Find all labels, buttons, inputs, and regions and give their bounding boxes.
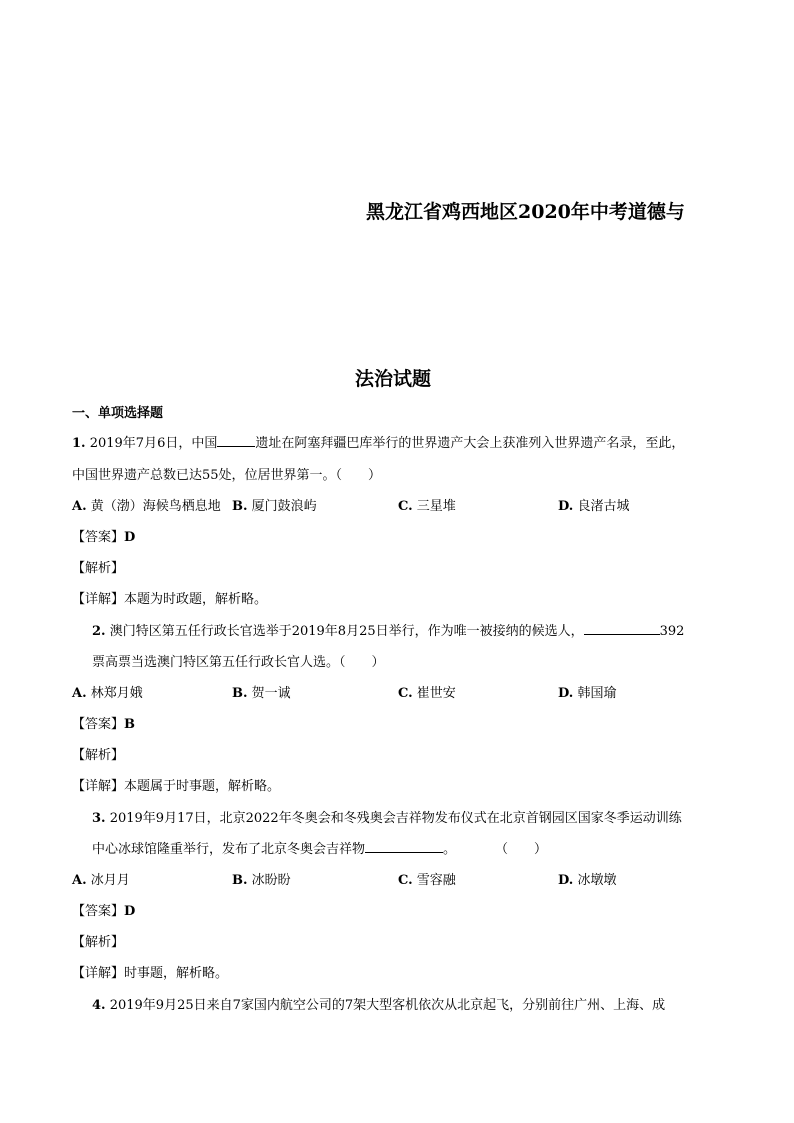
option-b: B. 冰盼盼 <box>232 873 291 888</box>
answer-line: 【答案】D <box>72 904 136 919</box>
option-d: D. 韩国瑜 <box>558 686 617 701</box>
question-1-line2: 中国世界遗产总数已达55处，位居世界第一。（ ） <box>72 468 382 483</box>
option-d: D. 良渚古城 <box>558 499 630 514</box>
question-number: 4. <box>92 998 106 1013</box>
question-text: 澳门特区第五任行政长官选举于2019年8月25日举行，作为唯一被接纳的候选人， <box>105 624 584 639</box>
option-a: A. 林郑月娥 <box>72 686 143 701</box>
question-1-line1 <box>72 432 684 451</box>
question-text: 2019年9月25日来自7家国内航空公司的7架大型客机依次从北京起飞，分别前往广州、上海、成 <box>105 998 666 1013</box>
question-number: 2. <box>92 624 106 639</box>
question-3-line2: 中心冰球馆隆重举行，发布了北京冬奥会吉祥物 。 （ ） <box>92 842 548 857</box>
option-a: A. 冰月月 <box>72 873 130 888</box>
option-b: B. 贺一诚 <box>232 686 291 701</box>
answer-blank <box>217 434 255 447</box>
detail-line: 【详解】本题属于时事题，解析略。 <box>72 779 281 794</box>
question-4-line1 <box>92 994 665 1013</box>
analysis-label: 【解析】 <box>72 935 125 950</box>
answer-blank <box>365 840 443 853</box>
option-d: D. 冰墩墩 <box>558 873 617 888</box>
option-c: C. 雪容融 <box>398 873 456 888</box>
question-3-line1 <box>92 807 682 826</box>
detail-line: 【详解】本题为时政题，解析略。 <box>72 592 268 607</box>
question-text: 遗址在阿塞拜疆巴库举行的世界遗产大会上获准列入世界遗产名录，至此， <box>255 436 685 451</box>
option-a: A. 黄（渤）海候鸟栖息地 <box>72 499 221 514</box>
option-b: B. 厦门鼓浪屿 <box>232 499 317 514</box>
answer-blank <box>584 622 660 635</box>
option-c: C. 三星堆 <box>398 499 456 514</box>
section-heading: 一、单项选择题 <box>72 406 164 421</box>
option-c: C. 崔世安 <box>398 686 456 701</box>
analysis-label: 【解析】 <box>72 561 125 576</box>
document-title-line1: 黑龙江省鸡西地区2020年中考道德与 <box>366 201 685 223</box>
detail-line: 【详解】时事题，解析略。 <box>72 966 229 981</box>
question-number: 1. <box>72 436 86 451</box>
question-2-line2: 票高票当选澳门特区第五任行政长官人选。（ ） <box>92 655 385 670</box>
answer-line: 【答案】D <box>72 530 136 545</box>
question-text: 392 <box>659 624 685 639</box>
document-title-line2: 法治试题 <box>355 368 432 390</box>
question-number: 3. <box>92 811 106 826</box>
question-2-line1 <box>92 620 684 639</box>
analysis-label: 【解析】 <box>72 748 125 763</box>
question-text: 2019年9月17日，北京2022年冬奥会和冬残奥会吉祥物发布仪式在北京首钢园区国家冬季运动训练 <box>105 811 682 826</box>
answer-line: 【答案】B <box>72 717 136 732</box>
question-text: 2019年7月6日，中国 <box>85 436 218 451</box>
